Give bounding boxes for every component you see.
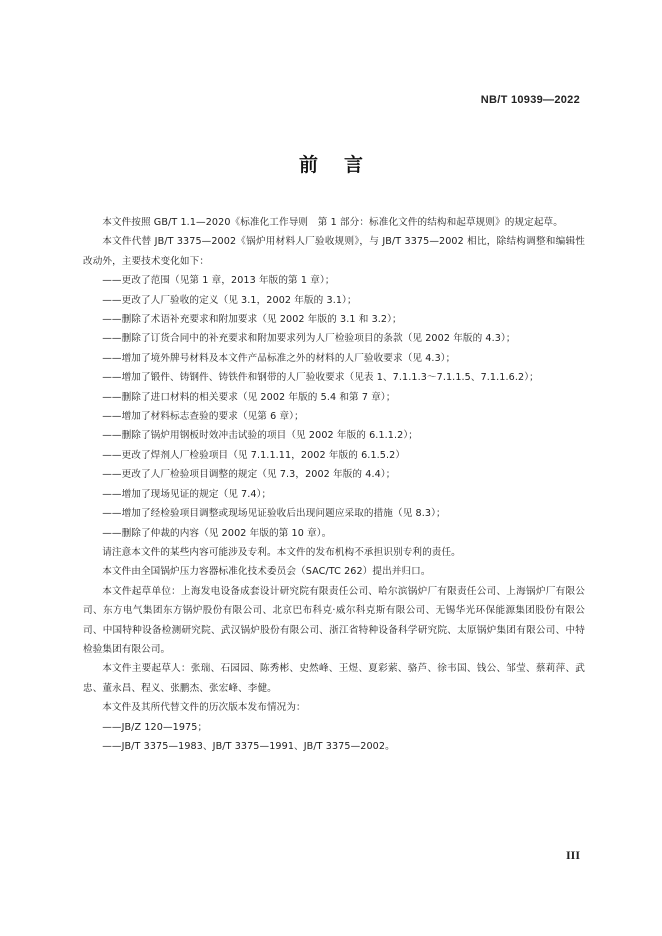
change-item: ——删除了术语补充要求和附加要求（见 2002 年版的 3.1 和 3.2）； [102, 314, 402, 326]
foreword-body [83, 213, 585, 756]
page-number: III [565, 848, 580, 862]
change-item: ——增加了境外牌号材料及本文件产品标准之外的材料的人厂验收要求（见 4.3）； [102, 352, 456, 364]
paragraph: 请注意本文件的某些内容可能涉及专利。本文件的发布机构不承担识别专利的责任。 [102, 546, 461, 558]
change-item: ——更改了人厂检验项目调整的规定（见 7.3，2002 年版的 4.4）； [102, 469, 396, 481]
version-item: ——JB/Z 120—1975； [102, 721, 208, 733]
change-item: ——更改了范围（见第 1 章，2013 年版的第 1 章）； [102, 275, 335, 287]
paragraph: 本文件起草单位：上海发电设备成套设计研究院有限责任公司、哈尔滨锅炉厂有限责任公司、上海锅炉厂有限公司、东方电气集团东方锅炉股份有限公司、北京巴布科克·威尔科克斯有限公司、无锡华光环保能源集团股份有限公司、中国特种设备检测研究院、武汉锅炉股份有限公司、浙江省特种设备科学研究院、太原锅炉集团有限公司、中特检验集团有限公司。 [83, 585, 585, 655]
change-item: ——更改了焊剂人厂检验项目（见 7.1.1.11，2002 年版的 6.1.5.2） [102, 449, 406, 461]
paragraph: 本文件按照 GB/T 1.1—2020《标准化工作导则 第 1 部分：标准化文件的结构和起草规则》的规定起草。 [102, 217, 563, 228]
change-item: ——增加了经检验项目调整或现场见证验收后出现问题应采取的措施（见 8.3）； [102, 508, 446, 520]
change-item: ——删除了订货合同中的补充要求和附加要求列为人厂检验项目的条款（见 2002 年版的 4.3）； [102, 333, 516, 345]
paragraph: 本文件由全国锅炉压力容器标准化技术委员会（SAC/TC 262）提出并归口。 [102, 566, 431, 578]
paragraph: 本文件主要起草人：张瑞、石园园、陈秀彬、史然峰、王煜、夏彩萦、骆芦、徐韦国、钱公、邹莹、蔡莉萍、武忠、董永昌、程义、张鹏杰、张宏峰、李健。 [83, 663, 585, 694]
change-item: ——增加了现场见证的规定（见 7.4）； [102, 488, 272, 500]
paragraph: 本文件代替 JB/T 3375—2002《锅炉用材料人厂验收规则》，与 JB/T 3375—2002 相比，除结构调整和编辑性改动外，主要技术变化如下： [83, 236, 585, 267]
change-item: ——增加了材料标志查验的要求（见第 6 章）； [102, 411, 304, 423]
change-item: ——更改了人厂验收的定义（见 3.1，2002 年版的 3.1）； [102, 294, 357, 306]
change-item: ——删除了进口材料的相关要求（见 2002 年版的 5.4 和第 7 章）； [102, 391, 396, 403]
page-title: 前言 [298, 154, 389, 176]
standard-number: NB/T 10939—2022 [480, 94, 580, 106]
change-item: ——删除了仲裁的内容（见 2002 年版的第 10 章）。 [102, 527, 332, 539]
version-item: ——JB/T 3375—1983、JB/T 3375—1991、JB/T 3375—2002。 [102, 740, 395, 752]
change-item: ——删除了锅炉用钢板时效冲击试验的项目（见 2002 年版的 6.1.1.2）； [102, 430, 418, 442]
paragraph: 本文件及其所代替文件的历次版本发布情况为： [102, 702, 306, 714]
change-item: ——增加了锻件、铸钢件、铸铁件和钢带的人厂验收要求（见表 1、7.1.1.3～7.1.1.5、7.1.1.6.2）； [102, 372, 539, 384]
